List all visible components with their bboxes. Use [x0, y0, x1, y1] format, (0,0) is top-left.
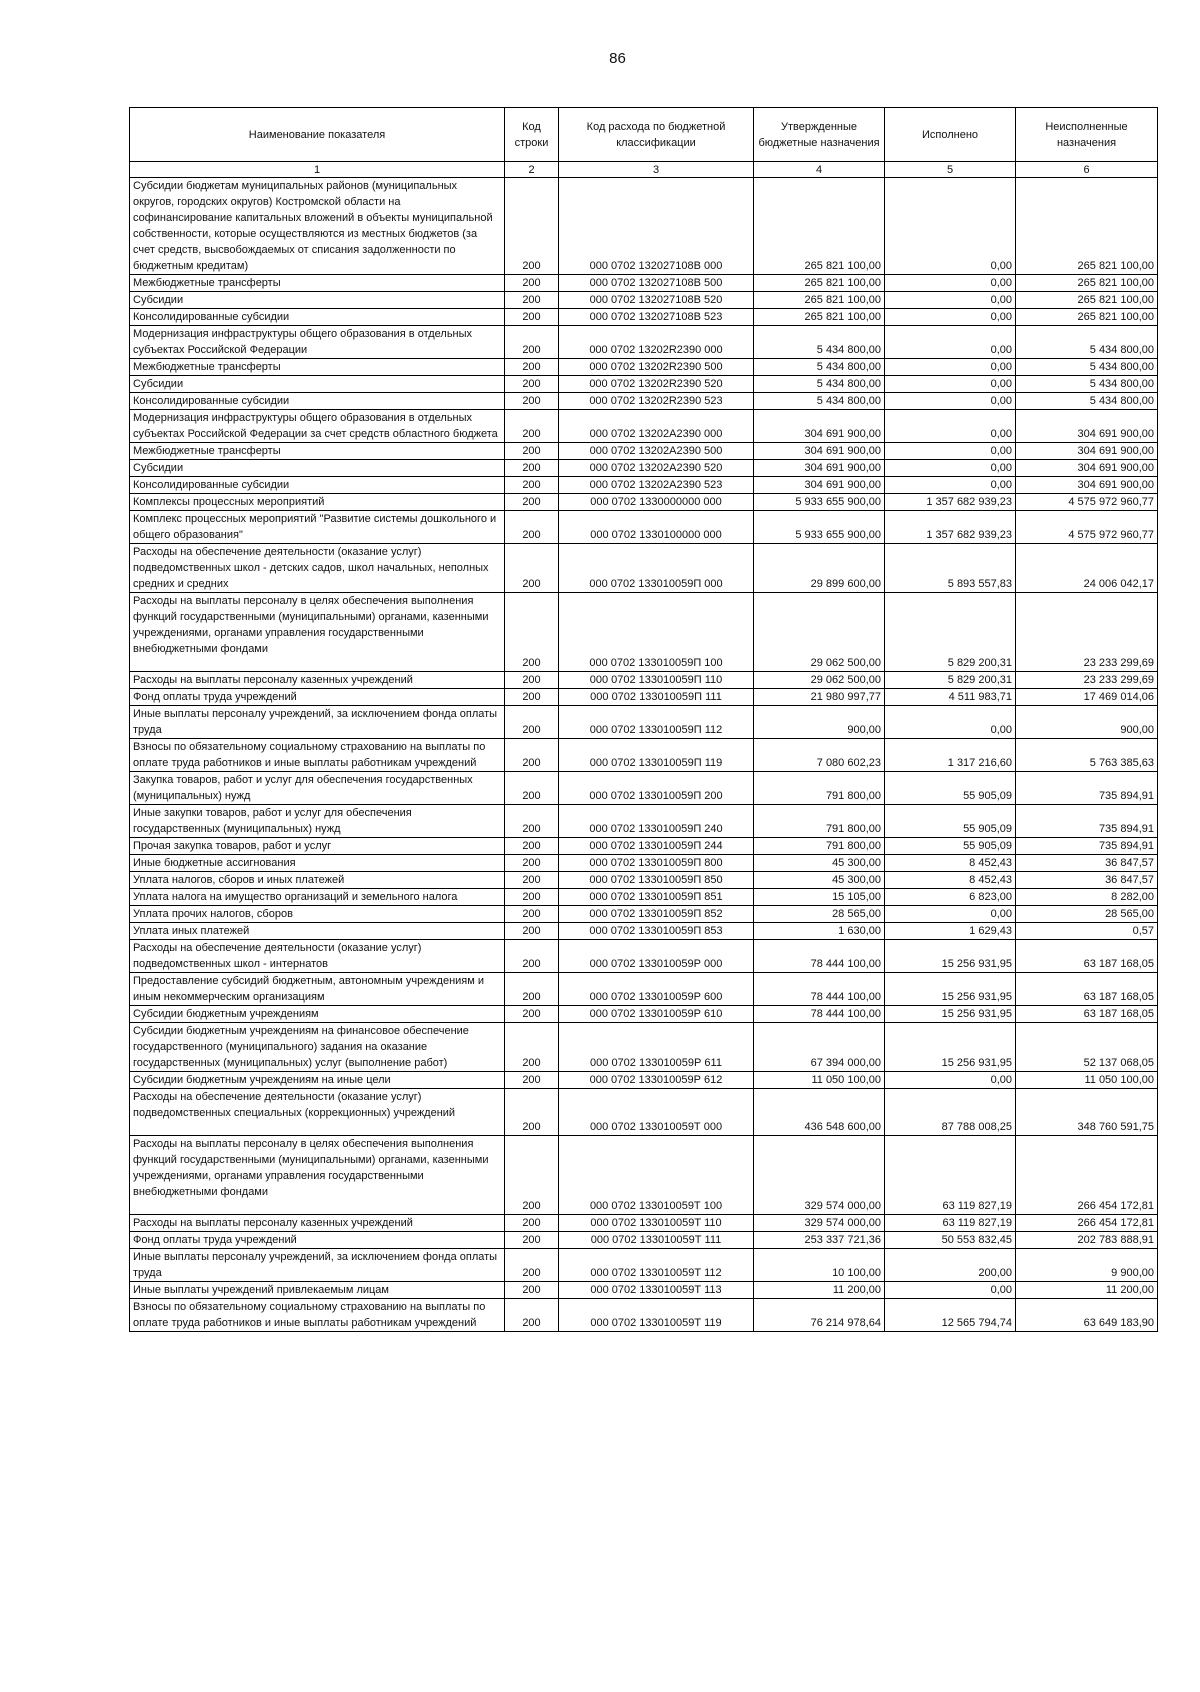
row-indicator-name: Иные выплаты персоналу учреждений, за исключением фонда оплаты труда — [130, 706, 505, 739]
row-approved: 7 080 602,23 — [754, 739, 885, 772]
row-line-code: 200 — [505, 973, 559, 1006]
row-indicator-name: Предоставление субсидий бюджетным, автономным учреждениям и иным некоммерческим организациям — [130, 973, 505, 1006]
row-indicator-name: Комплексы процессных мероприятий — [130, 494, 505, 511]
table-row — [130, 672, 1158, 689]
row-indicator-name: Субсидии бюджетным учреждениям на иные цели — [130, 1072, 505, 1089]
table-row — [130, 689, 1158, 706]
row-approved: 265 821 100,00 — [754, 309, 885, 326]
row-line-code: 200 — [505, 1136, 559, 1215]
row-budget-code: 000 0702 13202A2390 000 — [559, 410, 754, 443]
row-line-code: 200 — [505, 1299, 559, 1332]
row-executed: 15 256 931,95 — [885, 973, 1016, 1006]
row-unexecuted: 5 434 800,00 — [1016, 326, 1158, 359]
row-budget-code: 000 0702 132027108В 523 — [559, 309, 754, 326]
row-executed: 0,00 — [885, 410, 1016, 443]
row-line-code: 200 — [505, 805, 559, 838]
row-executed: 0,00 — [885, 326, 1016, 359]
row-line-code: 200 — [505, 1232, 559, 1249]
row-line-code: 200 — [505, 1023, 559, 1072]
row-indicator-name: Межбюджетные трансферты — [130, 275, 505, 292]
table-row — [130, 1136, 1158, 1215]
row-unexecuted: 4 575 972 960,77 — [1016, 511, 1158, 544]
row-indicator-name: Расходы на выплаты персоналу в целях обеспечения выполнения функций государственными (муниципальными) органами, казенными учреждениями, органами управления государственными внебюджетными фондами — [130, 593, 505, 672]
row-approved: 253 337 721,36 — [754, 1232, 885, 1249]
row-approved: 76 214 978,64 — [754, 1299, 885, 1332]
row-executed: 50 553 832,45 — [885, 1232, 1016, 1249]
table-body — [130, 178, 1158, 1332]
row-line-code: 200 — [505, 872, 559, 889]
row-indicator-name: Фонд оплаты труда учреждений — [130, 689, 505, 706]
row-budget-code: 000 0702 13202R2390 523 — [559, 393, 754, 410]
row-line-code: 200 — [505, 1089, 559, 1136]
table-row — [130, 275, 1158, 292]
table-row — [130, 838, 1158, 855]
row-approved: 304 691 900,00 — [754, 443, 885, 460]
row-indicator-name: Закупка товаров, работ и услуг для обеспечения государственных (муниципальных) нужд — [130, 772, 505, 805]
row-line-code: 200 — [505, 410, 559, 443]
row-budget-code: 000 0702 133010059П 110 — [559, 672, 754, 689]
row-unexecuted: 17 469 014,06 — [1016, 689, 1158, 706]
table-row — [130, 1215, 1158, 1232]
row-approved: 791 800,00 — [754, 772, 885, 805]
row-line-code: 200 — [505, 1072, 559, 1089]
row-executed: 12 565 794,74 — [885, 1299, 1016, 1332]
table-row — [130, 1232, 1158, 1249]
table-row — [130, 1006, 1158, 1023]
row-indicator-name: Расходы на обеспечение деятельности (оказание услуг) подведомственных специальных (коррекционных) учреждений — [130, 1089, 505, 1136]
row-executed: 0,00 — [885, 1282, 1016, 1299]
row-unexecuted: 5 434 800,00 — [1016, 393, 1158, 410]
row-budget-code: 000 0702 133010059П 850 — [559, 872, 754, 889]
row-unexecuted: 265 821 100,00 — [1016, 178, 1158, 275]
column-number: 3 — [559, 162, 754, 178]
row-budget-code: 000 0702 133010059Т 112 — [559, 1249, 754, 1282]
row-unexecuted: 11 200,00 — [1016, 1282, 1158, 1299]
row-executed: 8 452,43 — [885, 855, 1016, 872]
table-row — [130, 772, 1158, 805]
row-budget-code: 000 0702 133010059П 112 — [559, 706, 754, 739]
row-approved: 29 899 600,00 — [754, 544, 885, 593]
table-row — [130, 376, 1158, 393]
row-indicator-name: Консолидированные субсидии — [130, 309, 505, 326]
row-indicator-name: Межбюджетные трансферты — [130, 359, 505, 376]
row-executed: 87 788 008,25 — [885, 1089, 1016, 1136]
row-executed: 0,00 — [885, 309, 1016, 326]
row-executed: 63 119 827,19 — [885, 1136, 1016, 1215]
header-line-code: Код строки — [505, 108, 559, 162]
table-row — [130, 326, 1158, 359]
row-indicator-name: Расходы на выплаты персоналу казенных учреждений — [130, 1215, 505, 1232]
row-indicator-name: Модернизация инфраструктуры общего образования в отдельных субъектах Российской Федерации за счет средств областного бюджета — [130, 410, 505, 443]
table-row — [130, 906, 1158, 923]
table-row — [130, 410, 1158, 443]
row-approved: 436 548 600,00 — [754, 1089, 885, 1136]
row-executed: 1 357 682 939,23 — [885, 494, 1016, 511]
row-budget-code: 000 0702 133010059П 240 — [559, 805, 754, 838]
row-line-code: 200 — [505, 443, 559, 460]
row-line-code: 200 — [505, 544, 559, 593]
row-indicator-name: Уплата иных платежей — [130, 923, 505, 940]
row-unexecuted: 23 233 299,69 — [1016, 593, 1158, 672]
row-budget-code: 000 0702 133010059П 111 — [559, 689, 754, 706]
row-line-code: 200 — [505, 178, 559, 275]
table-row — [130, 393, 1158, 410]
column-number: 6 — [1016, 162, 1158, 178]
row-budget-code: 000 0702 133010059Т 113 — [559, 1282, 754, 1299]
header-indicator-name: Наименование показателя — [130, 108, 505, 162]
row-approved: 45 300,00 — [754, 872, 885, 889]
row-executed: 8 452,43 — [885, 872, 1016, 889]
row-indicator-name: Иные закупки товаров, работ и услуг для обеспечения государственных (муниципальных) нужд — [130, 805, 505, 838]
row-indicator-name: Уплата прочих налогов, сборов — [130, 906, 505, 923]
row-line-code: 200 — [505, 1215, 559, 1232]
column-number: 4 — [754, 162, 885, 178]
row-line-code: 200 — [505, 940, 559, 973]
row-approved: 78 444 100,00 — [754, 1006, 885, 1023]
row-budget-code: 000 0702 133010059П 851 — [559, 889, 754, 906]
row-indicator-name: Прочая закупка товаров, работ и услуг — [130, 838, 505, 855]
row-line-code: 200 — [505, 1282, 559, 1299]
row-indicator-name: Комплекс процессных мероприятий "Развитие системы дошкольного и общего образования" — [130, 511, 505, 544]
row-budget-code: 000 0702 13202A2390 523 — [559, 477, 754, 494]
table-row — [130, 940, 1158, 973]
row-executed: 0,00 — [885, 906, 1016, 923]
row-executed: 0,00 — [885, 359, 1016, 376]
row-executed: 1 629,43 — [885, 923, 1016, 940]
row-line-code: 200 — [505, 477, 559, 494]
row-line-code: 200 — [505, 511, 559, 544]
row-budget-code: 000 0702 132027108В 500 — [559, 275, 754, 292]
table-row — [130, 923, 1158, 940]
row-budget-code: 000 0702 1330000000 000 — [559, 494, 754, 511]
row-unexecuted: 304 691 900,00 — [1016, 443, 1158, 460]
row-indicator-name: Консолидированные субсидии — [130, 477, 505, 494]
row-unexecuted: 9 900,00 — [1016, 1249, 1158, 1282]
row-unexecuted: 265 821 100,00 — [1016, 292, 1158, 309]
row-executed: 0,00 — [885, 275, 1016, 292]
row-approved: 5 434 800,00 — [754, 376, 885, 393]
row-indicator-name: Расходы на выплаты персоналу в целях обеспечения выполнения функций государственными (муниципальными) органами, казенными учреждениями, органами управления государственными внебюджетными фондами — [130, 1136, 505, 1215]
row-unexecuted: 265 821 100,00 — [1016, 309, 1158, 326]
row-executed: 0,00 — [885, 376, 1016, 393]
row-executed: 0,00 — [885, 1072, 1016, 1089]
row-approved: 5 434 800,00 — [754, 393, 885, 410]
row-line-code: 200 — [505, 739, 559, 772]
row-unexecuted: 900,00 — [1016, 706, 1158, 739]
row-line-code: 200 — [505, 292, 559, 309]
row-line-code: 200 — [505, 494, 559, 511]
table-row — [130, 855, 1158, 872]
row-approved: 5 434 800,00 — [754, 326, 885, 359]
row-budget-code: 000 0702 133010059П 853 — [559, 923, 754, 940]
row-indicator-name: Уплата налогов, сборов и иных платежей — [130, 872, 505, 889]
table-row — [130, 1249, 1158, 1282]
row-line-code: 200 — [505, 906, 559, 923]
row-budget-code: 000 0702 133010059П 852 — [559, 906, 754, 923]
header-number-row — [130, 162, 1158, 178]
row-approved: 329 574 000,00 — [754, 1136, 885, 1215]
row-executed: 6 823,00 — [885, 889, 1016, 906]
table-row — [130, 889, 1158, 906]
header-budget-classification-code: Код расхода по бюджетной классификации — [559, 108, 754, 162]
row-executed: 5 893 557,83 — [885, 544, 1016, 593]
row-indicator-name: Расходы на выплаты персоналу казенных учреждений — [130, 672, 505, 689]
row-budget-code: 000 0702 1330100000 000 — [559, 511, 754, 544]
table-row — [130, 1299, 1158, 1332]
row-budget-code: 000 0702 132027108В 000 — [559, 178, 754, 275]
row-executed: 63 119 827,19 — [885, 1215, 1016, 1232]
row-approved: 304 691 900,00 — [754, 460, 885, 477]
table-row — [130, 1089, 1158, 1136]
row-budget-code: 000 0702 133010059Т 000 — [559, 1089, 754, 1136]
row-unexecuted: 266 454 172,81 — [1016, 1215, 1158, 1232]
row-executed: 15 256 931,95 — [885, 1006, 1016, 1023]
row-approved: 329 574 000,00 — [754, 1215, 885, 1232]
row-budget-code: 000 0702 133010059Р 000 — [559, 940, 754, 973]
row-line-code: 200 — [505, 889, 559, 906]
row-budget-code: 000 0702 133010059П 119 — [559, 739, 754, 772]
row-indicator-name: Иные бюджетные ассигнования — [130, 855, 505, 872]
row-executed: 4 511 983,71 — [885, 689, 1016, 706]
row-budget-code: 000 0702 133010059Р 610 — [559, 1006, 754, 1023]
table-row — [130, 1282, 1158, 1299]
row-line-code: 200 — [505, 460, 559, 477]
column-number: 5 — [885, 162, 1016, 178]
row-approved: 304 691 900,00 — [754, 410, 885, 443]
row-unexecuted: 36 847,57 — [1016, 872, 1158, 889]
row-budget-code: 000 0702 133010059П 000 — [559, 544, 754, 593]
row-approved: 21 980 997,77 — [754, 689, 885, 706]
row-approved: 5 434 800,00 — [754, 359, 885, 376]
row-line-code: 200 — [505, 772, 559, 805]
row-budget-code: 000 0702 133010059Т 100 — [559, 1136, 754, 1215]
row-unexecuted: 735 894,91 — [1016, 838, 1158, 855]
row-budget-code: 000 0702 133010059П 100 — [559, 593, 754, 672]
table-row — [130, 359, 1158, 376]
row-indicator-name: Межбюджетные трансферты — [130, 443, 505, 460]
row-line-code: 200 — [505, 838, 559, 855]
row-indicator-name: Субсидии — [130, 376, 505, 393]
row-approved: 265 821 100,00 — [754, 292, 885, 309]
row-indicator-name: Фонд оплаты труда учреждений — [130, 1232, 505, 1249]
table-row — [130, 292, 1158, 309]
table-row — [130, 443, 1158, 460]
row-unexecuted: 348 760 591,75 — [1016, 1089, 1158, 1136]
row-indicator-name: Уплата налога на имущество организаций и земельного налога — [130, 889, 505, 906]
row-indicator-name: Субсидии бюджетным учреждениям на финансовое обеспечение государственного (муниципального) задания на оказание государственных (муниципальных) услуг (выполнение работ) — [130, 1023, 505, 1072]
row-executed: 0,00 — [885, 706, 1016, 739]
row-executed: 15 256 931,95 — [885, 1023, 1016, 1072]
row-indicator-name: Консолидированные субсидии — [130, 393, 505, 410]
row-indicator-name: Расходы на обеспечение деятельности (оказание услуг) подведомственных школ - интернатов — [130, 940, 505, 973]
row-unexecuted: 63 187 168,05 — [1016, 973, 1158, 1006]
table-row — [130, 494, 1158, 511]
row-approved: 78 444 100,00 — [754, 973, 885, 1006]
table-row — [130, 1023, 1158, 1072]
row-budget-code: 000 0702 13202A2390 520 — [559, 460, 754, 477]
row-approved: 791 800,00 — [754, 838, 885, 855]
row-indicator-name: Субсидии — [130, 292, 505, 309]
row-executed: 0,00 — [885, 460, 1016, 477]
row-unexecuted: 63 649 183,90 — [1016, 1299, 1158, 1332]
row-executed: 55 905,09 — [885, 838, 1016, 855]
row-executed: 0,00 — [885, 292, 1016, 309]
row-unexecuted: 52 137 068,05 — [1016, 1023, 1158, 1072]
row-approved: 1 630,00 — [754, 923, 885, 940]
row-approved: 791 800,00 — [754, 805, 885, 838]
row-unexecuted: 11 050 100,00 — [1016, 1072, 1158, 1089]
row-indicator-name: Субсидии — [130, 460, 505, 477]
row-indicator-name: Иные выплаты учреждений привлекаемым лицам — [130, 1282, 505, 1299]
row-line-code: 200 — [505, 309, 559, 326]
row-budget-code: 000 0702 13202R2390 000 — [559, 326, 754, 359]
row-approved: 28 565,00 — [754, 906, 885, 923]
row-executed: 5 829 200,31 — [885, 593, 1016, 672]
row-unexecuted: 24 006 042,17 — [1016, 544, 1158, 593]
table-row — [130, 1072, 1158, 1089]
row-unexecuted: 0,57 — [1016, 923, 1158, 940]
row-budget-code: 000 0702 133010059Т 111 — [559, 1232, 754, 1249]
row-executed: 0,00 — [885, 393, 1016, 410]
row-unexecuted: 36 847,57 — [1016, 855, 1158, 872]
row-indicator-name: Модернизация инфраструктуры общего образования в отдельных субъектах Российской Федерации — [130, 326, 505, 359]
table-row — [130, 739, 1158, 772]
row-executed: 200,00 — [885, 1249, 1016, 1282]
row-line-code: 200 — [505, 376, 559, 393]
row-unexecuted: 5 434 800,00 — [1016, 359, 1158, 376]
row-executed: 15 256 931,95 — [885, 940, 1016, 973]
row-budget-code: 000 0702 132027108В 520 — [559, 292, 754, 309]
row-unexecuted: 8 282,00 — [1016, 889, 1158, 906]
row-line-code: 200 — [505, 593, 559, 672]
row-budget-code: 000 0702 133010059Т 110 — [559, 1215, 754, 1232]
row-approved: 265 821 100,00 — [754, 178, 885, 275]
row-line-code: 200 — [505, 326, 559, 359]
row-approved: 29 062 500,00 — [754, 593, 885, 672]
row-line-code: 200 — [505, 689, 559, 706]
table-row — [130, 544, 1158, 593]
row-budget-code: 000 0702 133010059Р 612 — [559, 1072, 754, 1089]
row-executed: 1 317 216,60 — [885, 739, 1016, 772]
row-line-code: 200 — [505, 1006, 559, 1023]
row-line-code: 200 — [505, 393, 559, 410]
table-row — [130, 178, 1158, 275]
header-executed: Исполнено — [885, 108, 1016, 162]
row-unexecuted: 5 434 800,00 — [1016, 376, 1158, 393]
row-budget-code: 000 0702 13202R2390 500 — [559, 359, 754, 376]
header-row — [130, 108, 1158, 162]
row-approved: 5 933 655 900,00 — [754, 511, 885, 544]
row-approved: 11 050 100,00 — [754, 1072, 885, 1089]
row-approved: 5 933 655 900,00 — [754, 494, 885, 511]
row-approved: 11 200,00 — [754, 1282, 885, 1299]
row-line-code: 200 — [505, 1249, 559, 1282]
row-executed: 0,00 — [885, 443, 1016, 460]
row-executed: 0,00 — [885, 477, 1016, 494]
row-unexecuted: 735 894,91 — [1016, 805, 1158, 838]
row-line-code: 200 — [505, 359, 559, 376]
table-row — [130, 593, 1158, 672]
table-row — [130, 511, 1158, 544]
table-row — [130, 477, 1158, 494]
row-executed: 5 829 200,31 — [885, 672, 1016, 689]
row-unexecuted: 304 691 900,00 — [1016, 410, 1158, 443]
row-unexecuted: 266 454 172,81 — [1016, 1136, 1158, 1215]
row-unexecuted: 304 691 900,00 — [1016, 460, 1158, 477]
row-budget-code: 000 0702 13202A2390 500 — [559, 443, 754, 460]
row-indicator-name: Взносы по обязательному социальному страхованию на выплаты по оплате труда работников и иные выплаты работникам учреждений — [130, 1299, 505, 1332]
row-line-code: 200 — [505, 706, 559, 739]
table-row — [130, 460, 1158, 477]
row-indicator-name: Субсидии бюджетным учреждениям — [130, 1006, 505, 1023]
row-budget-code: 000 0702 133010059Т 119 — [559, 1299, 754, 1332]
row-line-code: 200 — [505, 923, 559, 940]
row-budget-code: 000 0702 133010059П 800 — [559, 855, 754, 872]
row-line-code: 200 — [505, 275, 559, 292]
row-approved: 900,00 — [754, 706, 885, 739]
row-executed: 0,00 — [885, 178, 1016, 275]
column-number: 2 — [505, 162, 559, 178]
table-row — [130, 805, 1158, 838]
row-executed: 55 905,09 — [885, 772, 1016, 805]
row-executed: 1 357 682 939,23 — [885, 511, 1016, 544]
table-row — [130, 309, 1158, 326]
row-approved: 10 100,00 — [754, 1249, 885, 1282]
row-indicator-name: Иные выплаты персоналу учреждений, за исключением фонда оплаты труда — [130, 1249, 505, 1282]
row-budget-code: 000 0702 13202R2390 520 — [559, 376, 754, 393]
budget-execution-table — [129, 107, 1158, 1332]
row-budget-code: 000 0702 133010059П 244 — [559, 838, 754, 855]
row-unexecuted: 304 691 900,00 — [1016, 477, 1158, 494]
row-approved: 45 300,00 — [754, 855, 885, 872]
row-unexecuted: 63 187 168,05 — [1016, 1006, 1158, 1023]
row-approved: 67 394 000,00 — [754, 1023, 885, 1072]
row-unexecuted: 5 763 385,63 — [1016, 739, 1158, 772]
row-executed: 55 905,09 — [885, 805, 1016, 838]
row-budget-code: 000 0702 133010059Р 600 — [559, 973, 754, 1006]
row-approved: 29 062 500,00 — [754, 672, 885, 689]
row-unexecuted: 28 565,00 — [1016, 906, 1158, 923]
table-row — [130, 872, 1158, 889]
table-row — [130, 973, 1158, 1006]
page-number: 86 — [609, 50, 626, 67]
row-line-code: 200 — [505, 672, 559, 689]
row-approved: 15 105,00 — [754, 889, 885, 906]
row-unexecuted: 4 575 972 960,77 — [1016, 494, 1158, 511]
row-approved: 78 444 100,00 — [754, 940, 885, 973]
row-line-code: 200 — [505, 855, 559, 872]
row-indicator-name: Расходы на обеспечение деятельности (оказание услуг) подведомственных школ - детских садов, школ начальных, неполных средних и средних — [130, 544, 505, 593]
row-unexecuted: 63 187 168,05 — [1016, 940, 1158, 973]
row-unexecuted: 735 894,91 — [1016, 772, 1158, 805]
row-budget-code: 000 0702 133010059П 200 — [559, 772, 754, 805]
row-unexecuted: 23 233 299,69 — [1016, 672, 1158, 689]
row-unexecuted: 202 783 888,91 — [1016, 1232, 1158, 1249]
header-unexecuted-appropriations: Неисполненные назначения — [1016, 108, 1158, 162]
row-unexecuted: 265 821 100,00 — [1016, 275, 1158, 292]
row-indicator-name: Взносы по обязательному социальному страхованию на выплаты по оплате труда работников и иные выплаты работникам учреждений — [130, 739, 505, 772]
row-approved: 265 821 100,00 — [754, 275, 885, 292]
column-number: 1 — [130, 162, 505, 178]
row-indicator-name: Субсидии бюджетам муниципальных районов (муниципальных округов, городских округов) Костромской области на софинансирование капитальных вложений в объекты муниципальной собственности, которые осуществляются из местных бюджетов (за счет средств, высвобождаемых от списания задолженности по бюджетным кредитам) — [130, 178, 505, 275]
header-approved-appropriations: Утвержденные бюджетные назначения — [754, 108, 885, 162]
row-budget-code: 000 0702 133010059Р 611 — [559, 1023, 754, 1072]
table-row — [130, 706, 1158, 739]
row-approved: 304 691 900,00 — [754, 477, 885, 494]
